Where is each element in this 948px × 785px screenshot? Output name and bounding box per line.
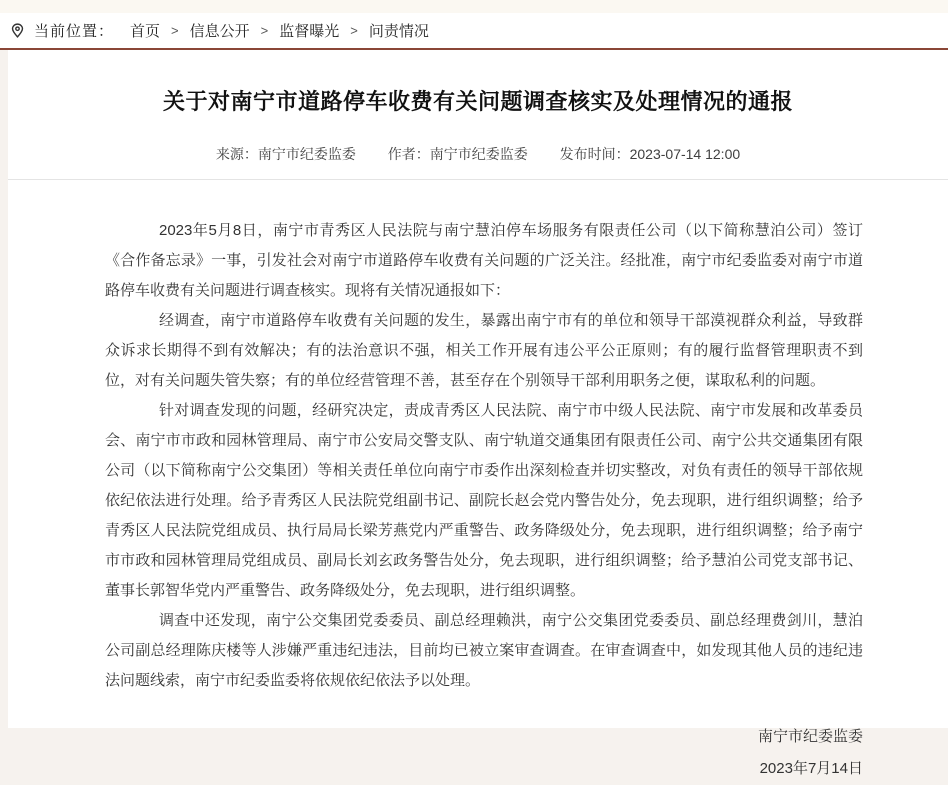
- paragraph-findings: 经调查，南宁市道路停车收费有关问题的发生，暴露出南宁市有的单位和领导干部漠视群众利益，导致群众诉求长期得不到有效解决；有的法治意识不强，相关工作开展有违公平公正原则；有的履行监督管理职责不到位，对有关问题失管失察；有的单位经营管理不善，甚至存在个别领导干部利用职务之便，谋取私利的问题。: [105, 312, 863, 389]
- meta-author-value: 南宁市纪委监委: [429, 146, 528, 162]
- meta-source-label: 来源：: [215, 146, 258, 162]
- meta-source-value: 南宁市纪委监委: [257, 146, 356, 162]
- breadcrumb: [0, 13, 948, 50]
- page-top-band: [0, 0, 948, 13]
- signature-date: 2023年7月14日: [759, 760, 863, 777]
- signature-org: 南宁市纪委监委: [757, 728, 863, 745]
- meta-publish-time-value: 2023-07-14 12:00: [629, 146, 741, 162]
- meta-publish-time: [560, 146, 741, 162]
- meta-publish-time-label: 发布时间：: [559, 146, 630, 162]
- breadcrumb-item-info-disclosure[interactable]: 信息公开: [189, 23, 250, 40]
- paragraph-actions: 针对调查发现的问题，经研究决定，责成青秀区人民法院、南宁市中级人民法院、南宁市发展和改革委员会、南宁市市政和园林管理局、南宁市公安局交警支队、南宁轨道交通集团有限责任公司、南宁公共交通集团有限公司（以下简称南宁公交集团）等相关责任单位向南宁市委作出深刻检查并切实整改，对负有责任的领导干部依规依纪依法进行处理。给予青秀区人民法院党组副书记、副院长赵会党内警告处分，免去现职，进行组织调整；给予青秀区人民法院党组成员、执行局局长梁芳燕党内严重警告、政务降级处分，免去现职，进行组织调整；给予南宁市市政和园林管理局党组成员、副局长刘玄政务警告处分，免去现职，进行组织调整；给予慧泊公司党支部书记、董事长郭智华党内严重警告、政务降级处分，免去现职，进行组织调整。: [105, 402, 863, 599]
- paragraph-investigation: 调查中还发现，南宁公交集团党委委员、副总经理赖洪，南宁公交集团党委委员、副总经理费剑川，慧泊公司副总经理陈庆楼等人涉嫌严重违纪违法，目前均已被立案审查调查。在审查调查中，如发现其他人员的违纪违法问题线索，南宁市纪委监委将依规依纪依法予以处理。: [105, 612, 863, 689]
- breadcrumb-item-home[interactable]: 首页: [130, 23, 161, 40]
- breadcrumb-separator: >: [350, 23, 358, 38]
- article-card: [8, 50, 948, 777]
- signature-block: [105, 721, 863, 785]
- breadcrumb-separator: >: [260, 23, 269, 38]
- meta-source: [216, 146, 356, 162]
- paragraph-intro: 2023年5月8日，南宁市青秀区人民法院与南宁慧泊停车场服务有限责任公司（以下简称慧泊公司）签订《合作备忘录》一事，引发社会对南宁市道路停车收费有关问题的广泛关注。经批准，南宁市纪委监委对南宁市道路停车收费有关问题进行调查核实。现将有关情况通报如下：: [105, 222, 863, 299]
- article-meta: [8, 144, 948, 164]
- breadcrumb-item-accountability[interactable]: 问责情况: [368, 23, 429, 40]
- page-title: 关于对南宁市道路停车收费有关问题调查核实及处理情况的通报: [162, 89, 793, 114]
- breadcrumb-separator: >: [171, 23, 179, 38]
- breadcrumb-item-supervision-exposure[interactable]: 监督曝光: [279, 23, 340, 40]
- meta-author: [388, 146, 528, 162]
- meta-author-label: 作者：: [387, 146, 430, 162]
- article-body: [8, 180, 948, 785]
- location-pin-icon: [9, 22, 26, 39]
- breadcrumb-label: 当前位置：: [34, 23, 115, 40]
